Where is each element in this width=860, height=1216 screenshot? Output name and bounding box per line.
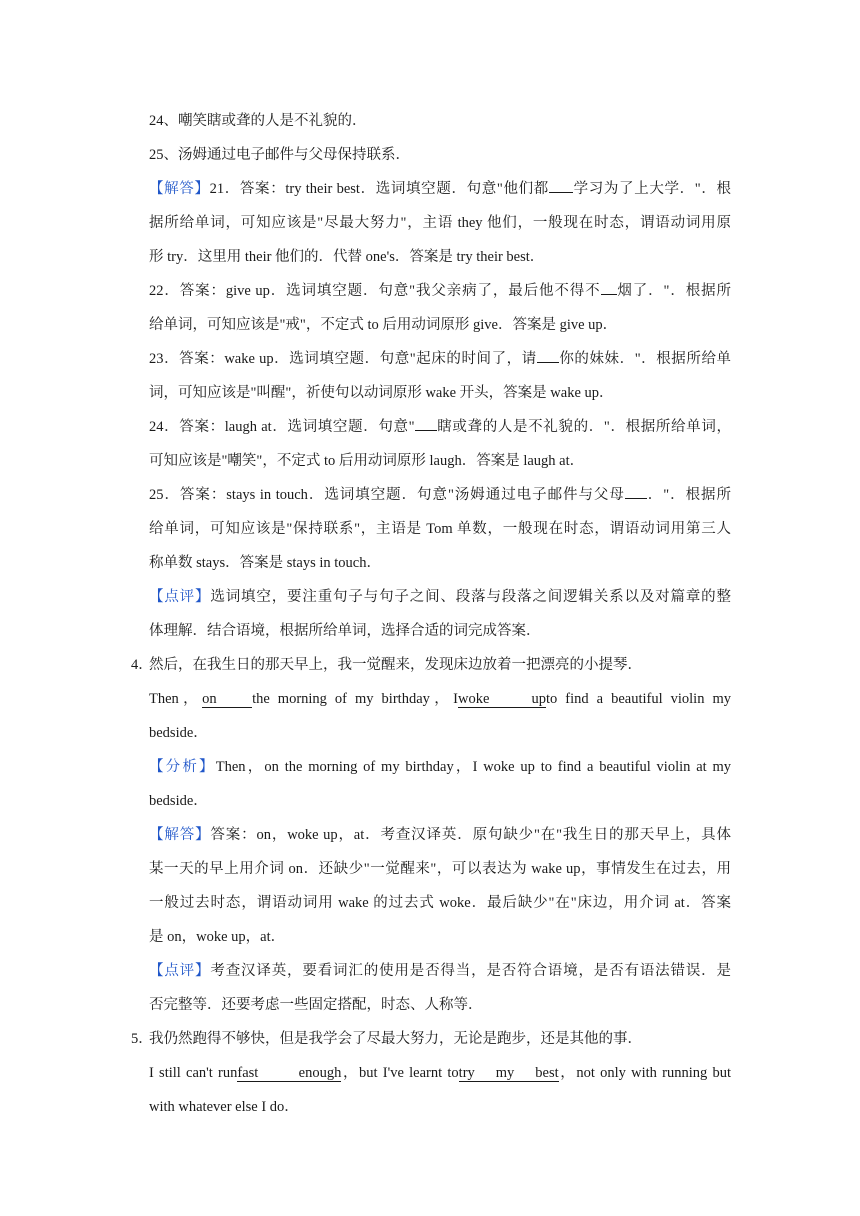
answer-25-line-1: 25．答案：stays in touch．选词填空题．句意"汤姆通过电子邮件与父母 ．"．根据所 bbox=[149, 487, 731, 503]
fenxi-tag: 【分析】 bbox=[149, 759, 216, 775]
blank bbox=[625, 498, 647, 499]
answer-4-line-1: 【解答】答案：on，woke up，at．考查汉译英．原句缺少"在"我生日的那天早上，具体 bbox=[149, 827, 731, 843]
answer-25-line-2: 给单词，可知应该是"保持联系"，主语是 Tom 单数，一般现在时态，谓语动词用第三人 bbox=[149, 521, 731, 537]
sentence-25: 25、汤姆通过电子邮件与父母保持联系． bbox=[149, 147, 410, 163]
question-4-english-line-1: Then，on the morning of my birthday，Iwoke upto find a beautiful violin my bbox=[149, 691, 731, 707]
question-5-number: 5． bbox=[131, 1031, 153, 1047]
answer-blank-woke-up: woke up bbox=[457, 691, 546, 707]
answer-21-line-2: 据所给单词，可知应该是"尽最大努力"，主语 they 他们，一般现在时态，谓语动词用原 bbox=[149, 215, 731, 231]
question-4-number: 4． bbox=[131, 657, 153, 673]
blank bbox=[415, 430, 437, 431]
jieda-tag: 【解答】 bbox=[149, 827, 211, 843]
answer-4-line-4: 是 on，woke up，at． bbox=[149, 929, 286, 945]
answer-21-line-1: 【解答】21．答案：try their best．选词填空题．句意"他们都 学习为了上大学．"．根 bbox=[149, 181, 731, 197]
answer-21-line-3: 形 try．这里用 their 他们的．代替 one's．答案是 try their best． bbox=[149, 249, 545, 265]
answer-blank-try-my-best: try my best bbox=[458, 1065, 559, 1081]
comment-4-line-2: 否完整等．还要考虑一些固定搭配，时态、人称等． bbox=[149, 997, 483, 1013]
dianping-tag: 【点评】 bbox=[149, 963, 211, 979]
answer-blank-fast-enough: fast enough bbox=[237, 1065, 342, 1081]
dianping-tag: 【点评】 bbox=[149, 589, 211, 605]
analysis-line-1: 【分析】Then，on the morning of my birthday，I woke up to find a beautiful violin at my bbox=[149, 759, 731, 775]
answer-24-line-1: 24．答案：laugh at．选词填空题．句意" 瞎或聋的人是不礼貌的．"．根据所给单词， bbox=[149, 419, 731, 435]
sentence-24: 24、嘲笑瞎或聋的人是不礼貌的． bbox=[149, 113, 367, 129]
question-5-chinese: 我仍然跑得不够快，但是我学会了尽最大努力，无论是跑步，还是其他的事． bbox=[149, 1031, 642, 1047]
question-5-english-line-2: with whatever else I do． bbox=[149, 1099, 299, 1115]
analysis-line-2: bedside． bbox=[149, 793, 208, 809]
question-4-english-line-2: bedside． bbox=[149, 725, 208, 741]
answer-4-line-3: 一般过去时态，谓语动词用 wake 的过去式 woke．最后缺少"在"床边，用介词 at．答案 bbox=[149, 895, 731, 911]
jieda-tag: 【解答】 bbox=[149, 181, 210, 197]
question-5-english-line-1: I still can't runfast enough，but I've learnt totry my best，not only with running but bbox=[149, 1065, 731, 1081]
comment-4-line-1: 【点评】考查汉译英，要看词汇的使用是否得当，是否符合语境，是否有语法错误．是 bbox=[149, 963, 731, 979]
answer-22-line-1: 22．答案：give up．选词填空题．句意"我父亲病了，最后他不得不 烟了．"．根据所 bbox=[149, 283, 731, 299]
answer-23-line-1: 23．答案：wake up．选词填空题．句意"起床的时间了，请 你的妹妹．"．根据所给单 bbox=[149, 351, 731, 367]
answer-4-line-2: 某一天的早上用介词 on．还缺少"一觉醒来"，可以表达为 wake up，事情发生在过去，用 bbox=[149, 861, 731, 877]
blank bbox=[537, 362, 559, 363]
answer-23-line-2: 词，可知应该是"叫醒"，祈使句以动词原形 wake 开头，答案是 wake up． bbox=[149, 385, 614, 401]
answer-blank-on: on bbox=[202, 691, 252, 708]
question-4-chinese: 然后，在我生日的那天早上，我一觉醒来，发现床边放着一把漂亮的小提琴． bbox=[149, 657, 642, 673]
comment-line-1: 【点评】选词填空，要注重句子与句子之间、段落与段落之间逻辑关系以及对篇章的整 bbox=[149, 589, 731, 605]
blank bbox=[549, 192, 573, 193]
answer-22-line-2: 给单词，可知应该是"戒"，不定式 to 后用动词原形 give．答案是 give up． bbox=[149, 317, 618, 333]
answer-24-line-2: 可知应该是"嘲笑"，不定式 to 后用动词原形 laugh．答案是 laugh at． bbox=[149, 453, 585, 469]
answer-25-line-3: 称单数 stays．答案是 stays in touch． bbox=[149, 555, 381, 571]
blank bbox=[601, 294, 617, 295]
comment-line-2: 体理解．结合语境，根据所给单词，选择合适的词完成答案． bbox=[149, 623, 541, 639]
